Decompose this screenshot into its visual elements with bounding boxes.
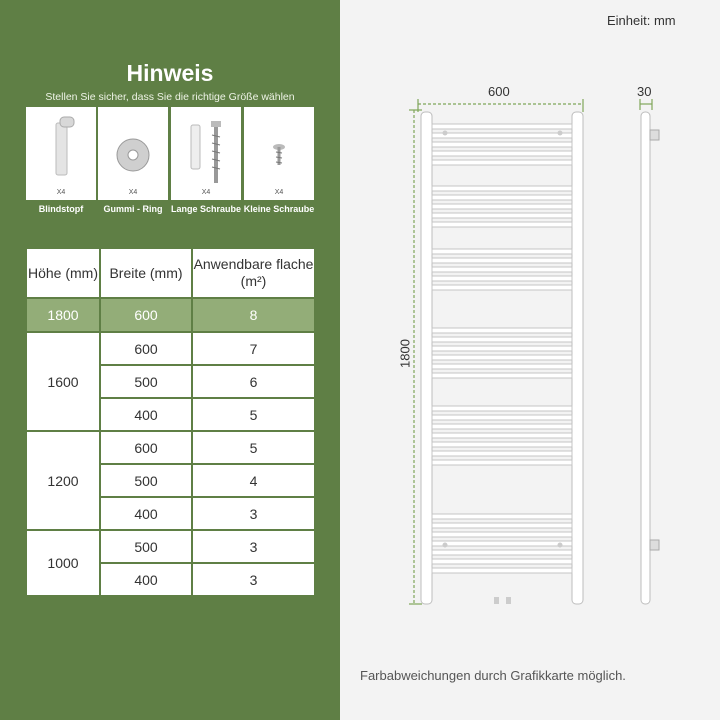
radiator-bar [432,355,572,360]
accessory-qty: X4 [56,189,66,196]
cell-width: 400 [100,398,192,431]
header-area: Anwendbare flache (m²) [192,248,315,298]
radiator-bar [432,267,572,272]
radiator-bar [432,424,572,429]
cell-area: 7 [192,332,315,365]
notice-subtitle: Stellen Sie sicher, dass Sie die richtige Größe wählen [45,91,295,103]
header-width: Breite (mm) [100,248,192,298]
radiator-bar [432,373,572,378]
radiator-bar [432,346,572,351]
radiator-bar [432,133,572,138]
cell-width: 500 [100,530,192,563]
radiator-bar [432,142,572,147]
radiator-bar [432,568,572,573]
radiator-bar [432,204,572,209]
cell-area: 8 [192,298,315,332]
radiator-bar [432,442,572,447]
cell-width: 600 [100,332,192,365]
radiator-bar [432,328,572,333]
radiator-bar [432,258,572,263]
radiator-bar [432,195,572,200]
unit-label: Einheit: mm [607,13,676,28]
radiator-bar [432,186,572,191]
radiator-bar [432,559,572,564]
radiator-bar [432,451,572,456]
cell-width: 600 [100,298,192,332]
radiator-bar [432,532,572,537]
cell-width: 400 [100,497,192,530]
height-dimension-line [409,110,422,604]
radiator-bar [432,160,572,165]
accessory-qty: X4 [201,189,211,196]
radiator-bar [432,213,572,218]
cell-area: 5 [192,431,315,464]
depth-dimension-line [640,99,652,110]
color-disclaimer: Farbabweichungen durch Grafikkarte möglich. [360,668,626,683]
cell-area: 5 [192,398,315,431]
cell-width: 500 [100,365,192,398]
accessory-label: Gummi - Ring [103,204,163,214]
radiator-bar [432,433,572,438]
accessory-label: Lange Schraube [170,204,242,214]
cell-area: 3 [192,563,315,596]
radiator-bar [432,541,572,546]
radiator-bar [432,415,572,420]
cell-area: 6 [192,365,315,398]
header-height: Höhe (mm) [26,248,100,298]
width-dimension: 600 [488,84,510,99]
accessory-qty: X4 [128,189,138,196]
radiator-bar [432,514,572,519]
radiator-side-view [641,112,659,604]
radiator-front-view [421,112,583,604]
cell-area: 3 [192,530,315,563]
cell-height: 1800 [26,298,100,332]
radiator-bar [432,337,572,342]
cell-area: 3 [192,497,315,530]
accessory-label: Kleine Schraube [243,204,315,214]
cell-height: 1600 [26,332,100,431]
radiator-bar [432,364,572,369]
radiator-bar [432,276,572,281]
cell-width: 400 [100,563,192,596]
radiator-bar [432,406,572,411]
radiator-bar [432,151,572,156]
radiator-bar [432,249,572,254]
notice-title: Hinweis [126,60,214,86]
cell-width: 500 [100,464,192,497]
radiator-bar [432,550,572,555]
cell-width: 600 [100,431,192,464]
cell-area: 4 [192,464,315,497]
radiator-bar [432,523,572,528]
radiator-bar [432,124,572,129]
cell-height: 1200 [26,431,100,530]
accessory-qty: X4 [274,189,284,196]
radiator-bar [432,460,572,465]
radiator-bar [432,285,572,290]
height-dimension: 1800 [397,339,413,368]
depth-dimension: 30 [637,84,652,99]
radiator-bar [432,222,572,227]
width-dimension-line [418,99,583,112]
cell-height: 1000 [26,530,100,596]
accessory-label: Blindstopf [38,204,84,214]
